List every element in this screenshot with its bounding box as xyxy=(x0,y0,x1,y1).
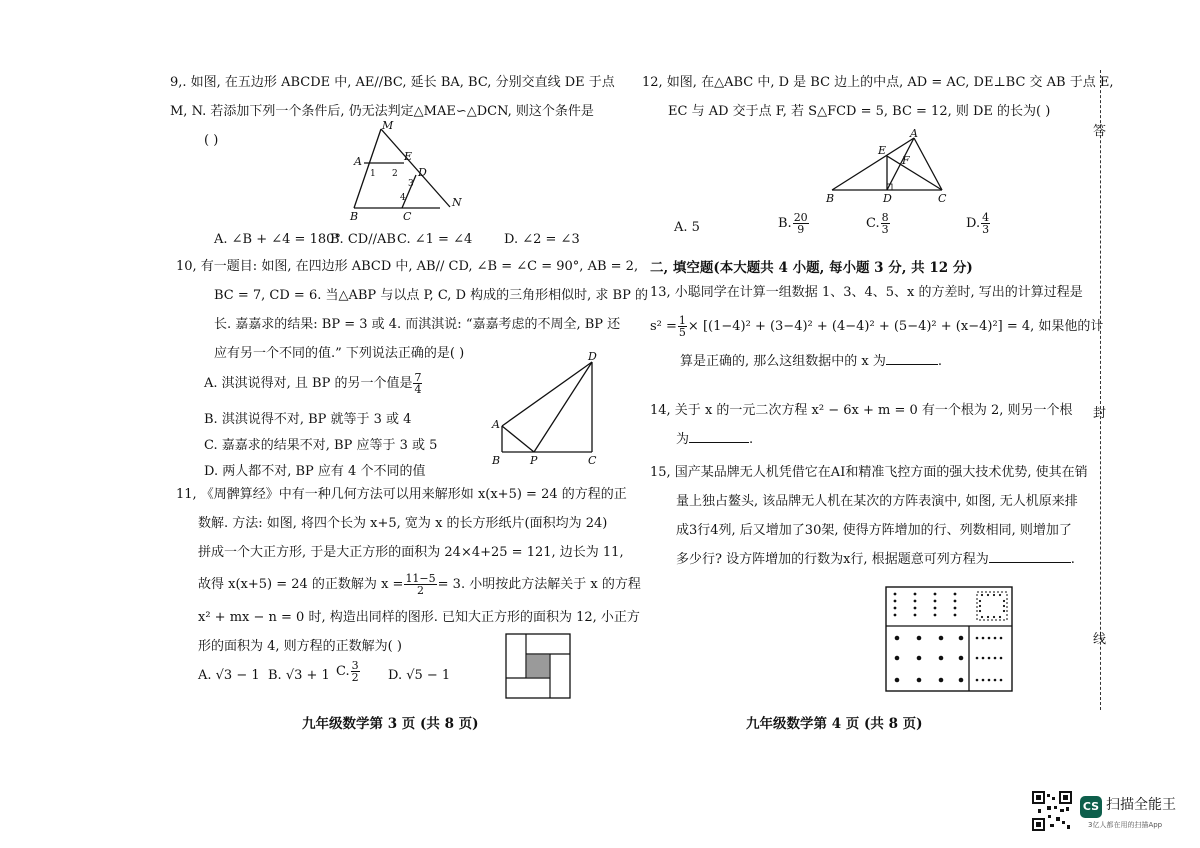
drone-dot xyxy=(934,600,937,603)
drone-dot xyxy=(994,637,997,640)
q12-label-b: B xyxy=(826,192,835,205)
q10-option-a-text: A. 淇淇说得对, 且 BP 的另一个值是 xyxy=(204,376,413,391)
q11-square-figure xyxy=(504,632,574,700)
drone-dot xyxy=(1000,679,1003,682)
drone-dots xyxy=(894,593,1006,683)
q10-option-c: C. 嘉嘉求的结果不对, BP 应等于 3 或 5 xyxy=(204,438,438,453)
drone-dot xyxy=(981,594,983,596)
drone-dot xyxy=(999,594,1001,596)
q9-option-c: C. ∠1 = ∠4 xyxy=(397,232,473,247)
q12-label-d: D xyxy=(883,192,892,205)
drone-dot xyxy=(954,593,957,596)
q12-option-d-fraction xyxy=(981,212,990,235)
q9-label-n: N xyxy=(452,196,462,209)
drone-dot xyxy=(999,616,1001,618)
left-page xyxy=(170,60,648,750)
q10-line-4: 应有另一个不同的值.” 下列说法正确的是( ) xyxy=(214,346,465,361)
q10-label-p: P xyxy=(530,454,538,467)
q12-option-c xyxy=(866,212,891,235)
drone-dot xyxy=(988,657,991,660)
q12-line-1: 12, 如图, 在△ABC 中, D 是 BC 边上的中点, AD = AC, DE⊥BC 交 AB 于点 E, xyxy=(642,75,1114,90)
q11-option-a: A. √3 − 1 xyxy=(198,668,260,683)
q12-label-e: E xyxy=(878,144,887,157)
q9-option-a: A. ∠B + ∠4 = 180° xyxy=(214,232,341,247)
drone-dot xyxy=(895,656,900,661)
drone-dot xyxy=(934,607,937,610)
q9-label-a: A xyxy=(354,155,362,168)
drone-dot xyxy=(988,637,991,640)
right-page-footer: 九年级数学第 4 页 (共 8 页) xyxy=(746,716,923,732)
section-title-fill-blank: 二, 填空题(本大题共 4 小题, 每小题 3 分, 共 12 分) xyxy=(650,260,973,276)
q12-figure xyxy=(822,127,952,206)
q13-line-3-text: 算是正确的, 那么这组数据中的 x 为 xyxy=(680,354,886,369)
q13-answer-blank xyxy=(886,352,938,365)
drone-dot xyxy=(959,678,964,683)
q12-option-b xyxy=(778,212,810,235)
q12-label-f: F xyxy=(902,154,910,167)
question-12 xyxy=(642,68,1114,126)
q9-answer-paren: ( ) xyxy=(204,133,219,148)
drone-dot xyxy=(934,614,937,617)
drone-dot xyxy=(894,607,897,610)
question-15 xyxy=(650,458,1088,574)
q10-option-a-fraction xyxy=(413,372,422,395)
q14-line-2 xyxy=(676,425,1073,454)
q12-option-d-label: D. xyxy=(966,216,981,231)
drone-dot xyxy=(976,657,979,660)
q11-line-5: x² + mx − n = 0 时, 构造出同样的图形. 已知大正方形的面积为 12, 小正方 xyxy=(198,610,640,625)
q10-line-2: BC = 7, CD = 6. 当△ABP 与以点 P, C, D 构成的三角形相似时, 求 BP 的 xyxy=(214,288,648,303)
drone-dot xyxy=(994,657,997,660)
q10-label-b: B xyxy=(492,454,501,467)
q10-option-b: B. 淇淇说得不对, BP 就等于 3 或 4 xyxy=(204,412,412,427)
drone-dot xyxy=(976,679,979,682)
drone-dot xyxy=(994,679,997,682)
q15-line-1: 15, 国产某品牌无人机凭借它在AI和精准飞控方面的强大技术优势, 使其在销 xyxy=(650,465,1088,480)
q12-option-b-den: 9 xyxy=(797,223,805,236)
drone-dot xyxy=(894,593,897,596)
q11-line-4 xyxy=(198,567,641,603)
q9-option-d: D. ∠2 = ∠3 xyxy=(504,232,580,247)
q11-option-c xyxy=(336,660,361,683)
q14-line-2-end: . xyxy=(749,432,754,447)
scanner-brand-name: 扫描全能王 xyxy=(1106,797,1176,813)
q10-frac-den: 4 xyxy=(414,383,422,396)
q11-line-4-fraction xyxy=(404,573,436,596)
drone-dot xyxy=(979,600,981,602)
drone-dot xyxy=(993,594,995,596)
q12-option-a: A. 5 xyxy=(674,220,700,235)
q11-option-c-label: C. xyxy=(336,664,350,679)
q13-frac-num: 1 xyxy=(678,314,686,327)
q9-label-c: C xyxy=(403,210,412,223)
q10-frac-num: 7 xyxy=(414,371,422,384)
drone-dot xyxy=(939,656,944,661)
q15-line-end: . xyxy=(1070,552,1075,567)
q12-label-a: A xyxy=(910,127,918,140)
drone-dot xyxy=(894,600,897,603)
q11-line-1: 11, 《周髀算经》中有一种几何方法可以用来解形如 x(x+5) = 24 的方程的正 xyxy=(176,487,627,502)
q12-option-c-den: 3 xyxy=(881,223,889,236)
q10-option-d: D. 两人都不对, BP 应有 4 个不同的值 xyxy=(204,464,426,479)
drone-dot xyxy=(914,607,917,610)
q10-option-a xyxy=(204,372,423,395)
drone-dot xyxy=(982,657,985,660)
drone-dot xyxy=(987,594,989,596)
q13-line-2-fraction xyxy=(678,315,687,338)
q12-option-d xyxy=(966,212,991,235)
q15-line-2: 量上独占鳌头, 该品牌无人机在某次的方阵表演中, 如图, 无人机原来排 xyxy=(676,494,1078,509)
q11-line-6: 形的面积为 4, 则方程的正数解为( ) xyxy=(198,639,402,654)
q12-option-c-num: 8 xyxy=(881,211,889,224)
drone-dot xyxy=(1003,610,1005,612)
q9-label-d: D xyxy=(418,166,427,179)
drone-dot xyxy=(895,678,900,683)
drone-dot xyxy=(1003,600,1005,602)
drone-dot xyxy=(894,614,897,617)
drone-dot xyxy=(939,636,944,641)
q11-line-2: 数解. 方法: 如图, 将四个长为 x+5, 宽为 x 的长方形纸片(面积均为 24) xyxy=(198,516,608,531)
q9-angle-2: 2 xyxy=(392,169,398,179)
q9-figure xyxy=(350,119,462,223)
drone-dot xyxy=(979,610,981,612)
q11-frac-den: 2 xyxy=(417,584,425,597)
left-page-footer: 九年级数学第 3 页 (共 8 页) xyxy=(302,716,479,732)
q12-option-b-fraction xyxy=(793,212,809,235)
q9-label-m: M xyxy=(382,119,394,132)
q12-option-b-label: B. xyxy=(778,216,792,231)
drone-dot xyxy=(954,607,957,610)
q12-label-c: C xyxy=(938,192,947,205)
q9-line-1: 9,. 如图, 在五边形 ABCDE 中, AE//BC, 延长 BA, BC, 分别交直线 DE 于点 xyxy=(170,75,615,90)
q12-option-c-fraction xyxy=(881,212,890,235)
q12-line-2: EC 与 AD 交于点 F, 若 S△FCD = 5, BC = 12, 则 DE 的长为( ) xyxy=(668,104,1051,119)
q9-angle-4: 4 xyxy=(400,193,406,203)
drone-dot xyxy=(982,637,985,640)
drone-dot xyxy=(1003,605,1005,607)
q11-option-c-den: 2 xyxy=(351,671,359,684)
drone-dot xyxy=(914,593,917,596)
q15-answer-blank xyxy=(989,550,1071,563)
drone-dot xyxy=(914,614,917,617)
q11-frac-num: 11−5 xyxy=(405,572,436,585)
q10-line-1: 10, 有一题目: 如图, 在四边形 ABCD 中, AB// CD, ∠B = ∠C = 90°, AB = 2, xyxy=(176,259,639,274)
drone-dot xyxy=(917,636,922,641)
q12-option-d-num: 4 xyxy=(982,211,990,224)
q10-figure xyxy=(488,350,608,470)
q13-line-3 xyxy=(680,347,1103,376)
drone-dot xyxy=(959,656,964,661)
q13-frac-den: 5 xyxy=(678,326,686,339)
question-13 xyxy=(650,278,1103,376)
drone-dot xyxy=(1000,657,1003,660)
question-14 xyxy=(650,396,1073,454)
drone-dot xyxy=(1000,637,1003,640)
q13-line-1: 13, 小聪同学在计算一组数据 1、3、4、5、x 的方差时, 写出的计算过程是 xyxy=(650,285,1083,300)
q11-line-4-prefix: 故得 x(x+5) = 24 的正数解为 x = xyxy=(198,577,404,592)
margin-char-line: 线 xyxy=(1093,632,1107,647)
q14-line-1: 14, 关于 x 的一元二次方程 x² − 6x + m = 0 有一个根为 2, 则另一个根 xyxy=(650,403,1073,418)
q9-angle-3: 3 xyxy=(408,179,414,189)
q12-option-b-num: 20 xyxy=(793,211,808,224)
drone-dot xyxy=(917,678,922,683)
drone-dot xyxy=(976,637,979,640)
drone-dot xyxy=(982,679,985,682)
q9-label-b: B xyxy=(350,210,359,223)
q10-line-3: 长. 嘉嘉求的结果: BP = 3 或 4. 而淇淇说: “嘉嘉考虑的不周全, BP 还 xyxy=(214,317,621,332)
scanner-brand-tagline: 3亿人都在用的扫描App xyxy=(1088,821,1163,829)
q11-option-d: D. √5 − 1 xyxy=(388,668,451,683)
q15-line-4-text: 多少行? 设方阵增加的行数为x行, 根据题意可列方程为 xyxy=(676,552,989,567)
q13-line-2-suffix: × [(1−4)² + (3−4)² + (4−4)² + (5−4)² + (x−4)²] = 4, 如果他的计 xyxy=(687,319,1104,334)
q10-label-a: A xyxy=(492,418,500,431)
drone-dot xyxy=(993,616,995,618)
q14-answer-blank xyxy=(689,430,749,443)
q15-drone-matrix-figure xyxy=(885,586,1013,692)
camscanner-logo: CS xyxy=(1080,796,1102,818)
q11-line-3: 拼成一个大正方形, 于是大正方形的面积为 24×4+25 = 121, 边长为 11, xyxy=(198,545,624,560)
q11-line-4-suffix: = 3. 小明按此方法解关于 x 的方程 xyxy=(437,577,641,592)
binding-dashed-line xyxy=(1100,70,1101,710)
q15-line-3: 成3行4列, 后又增加了30架, 使得方阵增加的行、列数相同, 则增加了 xyxy=(676,523,1072,538)
drone-dot xyxy=(959,636,964,641)
q12-option-c-label: C. xyxy=(866,216,880,231)
drone-dot xyxy=(914,600,917,603)
right-page xyxy=(640,60,1114,750)
q13-line-3-end: . xyxy=(937,354,943,369)
q10-label-d: D xyxy=(588,350,597,363)
q11-option-c-fraction xyxy=(351,660,360,683)
drone-dot xyxy=(954,614,957,617)
drone-dot xyxy=(939,678,944,683)
margin-char-answer: 答 xyxy=(1093,124,1107,139)
q14-line-2-text: 为 xyxy=(676,432,690,447)
q10-label-c: C xyxy=(588,454,597,467)
q9-option-b: B. CD//AB xyxy=(330,232,396,247)
q9-line-2: M, N. 若添加下列一个条件后, 仍无法判定△MAE∽△DCN, 则这个条件是 xyxy=(170,104,594,119)
q11-option-b: B. √3 + 1 xyxy=(268,668,330,683)
q13-line-2-prefix: s² = xyxy=(650,319,677,334)
q11-option-c-num: 3 xyxy=(351,659,359,672)
qr-code-icon xyxy=(1032,791,1072,831)
q12-option-d-den: 3 xyxy=(982,223,990,236)
drone-dot xyxy=(934,593,937,596)
drone-dot xyxy=(987,616,989,618)
margin-char-seal: 封 xyxy=(1093,406,1107,421)
drone-dot xyxy=(979,605,981,607)
drone-dot xyxy=(917,656,922,661)
q9-label-e: E xyxy=(404,150,413,163)
drone-dot xyxy=(954,600,957,603)
q15-line-4 xyxy=(676,545,1088,574)
drone-dot xyxy=(988,679,991,682)
q13-line-2 xyxy=(650,307,1103,347)
drone-dot xyxy=(981,616,983,618)
drone-dot xyxy=(895,636,900,641)
q9-angle-1: 1 xyxy=(370,169,376,179)
